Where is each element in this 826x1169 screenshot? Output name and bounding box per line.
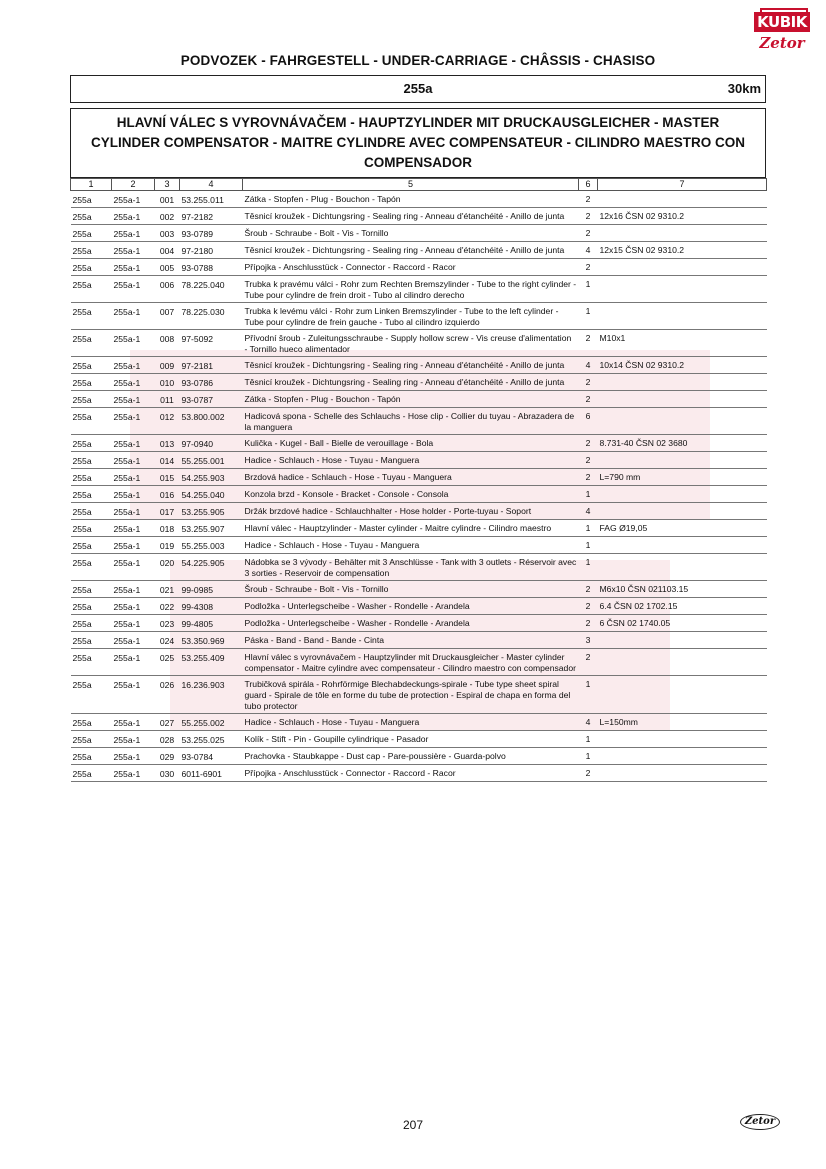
cell-part-number: 93-0788 [180,259,243,276]
table-row [71,649,767,676]
speed-label: 30km [727,81,761,96]
cell-note [598,391,767,408]
cell-part-number: 55.255.002 [180,714,243,731]
cell-group: 255a [71,242,112,259]
cell-part-number: 53.255.011 [180,191,243,208]
cell-position: 026 [155,676,180,714]
cell-part-number: 55.255.001 [180,452,243,469]
cell-part-number: 93-0789 [180,225,243,242]
cell-quantity: 1 [579,676,598,714]
zetor-footer-badge: Zetor [740,1114,780,1130]
cell-description: Hadice - Schlauch - Hose - Tuyau - Manguera [243,452,579,469]
cell-description: Těsnicí kroužek - Dichtungsring - Sealing ring - Anneau d'étanchéité - Anillo de junta [243,242,579,259]
cell-part-number: 53.255.905 [180,503,243,520]
cell-note [598,191,767,208]
cell-group: 255a [71,581,112,598]
table-row [71,581,767,598]
cell-group: 255a [71,391,112,408]
column-header: 6 [579,179,598,191]
cell-part-number: 55.255.003 [180,537,243,554]
cell-description: Přívodní šroub - Zuleitungsschraube - Supply hollow screw - Vis creuse d'alimentation - Tornillo hueco alimentador [243,330,579,357]
cell-note: FAG Ø19,05 [598,520,767,537]
cell-note: 8.731-40 ČSN 02 3680 [598,435,767,452]
cell-quantity: 6 [579,408,598,435]
cell-group: 255a [71,486,112,503]
cell-part-number: 93-0784 [180,748,243,765]
table-row [71,486,767,503]
cell-part-number: 53.255.409 [180,649,243,676]
cell-quantity: 2 [579,615,598,632]
cell-position: 012 [155,408,180,435]
cell-description: Držák brzdové hadice - Schlauchhalter - Hose holder - Porte-tuyau - Soport [243,503,579,520]
cell-note [598,731,767,748]
cell-group: 255a [71,259,112,276]
cell-quantity: 2 [579,330,598,357]
cell-position: 011 [155,391,180,408]
cell-description: Těsnicí kroužek - Dichtungsring - Sealing ring - Anneau d'étanchéité - Anillo de junta [243,208,579,225]
cell-figure: 255a-1 [112,486,155,503]
cell-part-number: 97-2180 [180,242,243,259]
cell-description: Trubka k pravému válci - Rohr zum Rechten Bremszylinder - Tube to the right cylinder - Tube pour cylindre de frein droit - Tubo al cilindro derecho [243,276,579,303]
cell-group: 255a [71,408,112,435]
cell-group: 255a [71,374,112,391]
cell-figure: 255a-1 [112,676,155,714]
cell-position: 016 [155,486,180,503]
section-code: 255a [403,81,433,96]
cell-note [598,408,767,435]
cell-note: 10x14 ČSN 02 9310.2 [598,357,767,374]
cell-figure: 255a-1 [112,276,155,303]
cell-note: 6 ČSN 02 1740.05 [598,615,767,632]
table-row [71,242,767,259]
table-row [71,503,767,520]
cell-figure: 255a-1 [112,469,155,486]
column-header: 1 [71,179,112,191]
cell-part-number: 97-0940 [180,435,243,452]
cell-quantity: 3 [579,632,598,649]
cell-description: Hadicová spona - Schelle des Schlauchs - Hose clip - Collier du tuyau - Abrazadera de la manguera [243,408,579,435]
cell-description: Podložka - Unterlegscheibe - Washer - Rondelle - Arandela [243,598,579,615]
parts-table [70,178,767,782]
column-header: 4 [180,179,243,191]
cell-part-number: 16.236.903 [180,676,243,714]
table-row [71,391,767,408]
cell-quantity: 1 [579,731,598,748]
cell-position: 008 [155,330,180,357]
cell-quantity: 4 [579,242,598,259]
cell-part-number: 6011-6901 [180,765,243,782]
cell-description: Brzdová hadice - Schlauch - Hose - Tuyau - Manguera [243,469,579,486]
table-row [71,748,767,765]
cell-figure: 255a-1 [112,615,155,632]
cell-quantity: 2 [579,581,598,598]
cell-quantity: 4 [579,714,598,731]
cell-part-number: 54.225.905 [180,554,243,581]
cell-figure: 255a-1 [112,259,155,276]
cell-position: 022 [155,598,180,615]
cell-note: L=150mm [598,714,767,731]
cell-quantity: 2 [579,435,598,452]
cell-group: 255a [71,731,112,748]
cell-description: Zátka - Stopfen - Plug - Bouchon - Tapón [243,191,579,208]
cell-figure: 255a-1 [112,537,155,554]
cell-position: 021 [155,581,180,598]
cell-quantity: 2 [579,765,598,782]
cell-description: Trubka k levému válci - Rohr zum Linken Bremszylinder - Tube to the left cylinder - Tube pour cylindre de frein gauche - Tubo al cilindro izquierdo [243,303,579,330]
cell-part-number: 97-2181 [180,357,243,374]
cell-position: 009 [155,357,180,374]
cell-position: 003 [155,225,180,242]
cell-description: Hadice - Schlauch - Hose - Tuyau - Manguera [243,537,579,554]
cell-figure: 255a-1 [112,208,155,225]
cell-group: 255a [71,435,112,452]
cell-note [598,554,767,581]
cell-note: L=790 mm [598,469,767,486]
cell-position: 027 [155,714,180,731]
cell-note [598,259,767,276]
cell-part-number: 99-4308 [180,598,243,615]
cell-position: 005 [155,259,180,276]
cell-quantity: 2 [579,208,598,225]
cell-part-number: 53.255.025 [180,731,243,748]
table-row [71,208,767,225]
table-row [71,520,767,537]
page-title: PODVOZEK - FAHRGESTELL - UNDER-CARRIAGE - CHÂSSIS - CHASISO [180,53,656,68]
cell-figure: 255a-1 [112,452,155,469]
cell-description: Podložka - Unterlegscheibe - Washer - Rondelle - Arandela [243,615,579,632]
cell-part-number: 93-0786 [180,374,243,391]
cell-figure: 255a-1 [112,731,155,748]
table-row [71,357,767,374]
cell-group: 255a [71,520,112,537]
cell-note: M10x1 [598,330,767,357]
cell-description: Hadice - Schlauch - Hose - Tuyau - Manguera [243,714,579,731]
cell-description: Těsnicí kroužek - Dichtungsring - Sealing ring - Anneau d'étanchéité - Anillo de junta [243,374,579,391]
kubik-logo-text: KUBIK [754,12,810,32]
kubik-zetor-logo [754,12,810,54]
cell-figure: 255a-1 [112,225,155,242]
cell-part-number: 93-0787 [180,391,243,408]
cell-note [598,676,767,714]
table-row [71,191,767,208]
table-row [71,408,767,435]
cell-position: 024 [155,632,180,649]
table-row [71,452,767,469]
cell-figure: 255a-1 [112,303,155,330]
cell-position: 010 [155,374,180,391]
cell-description: Prachovka - Staubkappe - Dust cap - Pare-poussière - Guarda-polvo [243,748,579,765]
cell-position: 017 [155,503,180,520]
cell-position: 025 [155,649,180,676]
cell-description: Konzola brzd - Konsole - Bracket - Console - Consola [243,486,579,503]
group-title: HLAVNÍ VÁLEC S VYROVNÁVAČEM - HAUPTZYLINDER MIT DRUCKAUSGLEICHER - MASTER CYLINDER COMPENSATOR - MAITRE CYLINDRE AVEC COMPENSATEUR - CILINDRO MAESTRO CON COMPENSADOR [70,108,766,178]
cell-group: 255a [71,632,112,649]
cell-position: 014 [155,452,180,469]
cell-quantity: 1 [579,486,598,503]
cell-note [598,748,767,765]
cell-group: 255a [71,765,112,782]
table-row [71,598,767,615]
cell-quantity: 2 [579,452,598,469]
cell-group: 255a [71,615,112,632]
cell-quantity: 1 [579,303,598,330]
cell-note [598,503,767,520]
cell-note: M6x10 ČSN 021103.15 [598,581,767,598]
table-row [71,225,767,242]
cell-group: 255a [71,330,112,357]
cell-group: 255a [71,503,112,520]
table-row [71,714,767,731]
table-row [71,374,767,391]
cell-figure: 255a-1 [112,520,155,537]
cell-figure: 255a-1 [112,554,155,581]
cell-position: 019 [155,537,180,554]
column-header: 3 [155,179,180,191]
cell-figure: 255a-1 [112,435,155,452]
cell-position: 023 [155,615,180,632]
cell-description: Hlavní válec s vyrovnávačem - Hauptzylinder mit Druckausgleicher - Master cylinder compensator - Maitre cylindre avec compensateur - Cilindro maestro con compensador [243,649,579,676]
cell-part-number: 54.255.040 [180,486,243,503]
cell-group: 255a [71,225,112,242]
cell-figure: 255a-1 [112,330,155,357]
cell-note [598,225,767,242]
cell-note [598,303,767,330]
cell-description: Šroub - Schraube - Bolt - Vis - Tornillo [243,225,579,242]
table-row [71,330,767,357]
cell-figure: 255a-1 [112,765,155,782]
cell-part-number: 54.255.903 [180,469,243,486]
cell-description: Přípojka - Anschlusstück - Connector - Raccord - Racor [243,765,579,782]
cell-position: 018 [155,520,180,537]
cell-part-number: 97-2182 [180,208,243,225]
cell-description: Šroub - Schraube - Bolt - Vis - Tornillo [243,581,579,598]
cell-group: 255a [71,598,112,615]
cell-quantity: 2 [579,469,598,486]
cell-group: 255a [71,649,112,676]
cell-group: 255a [71,208,112,225]
cell-part-number: 53.255.907 [180,520,243,537]
cell-note [598,649,767,676]
cell-group: 255a [71,452,112,469]
cell-group: 255a [71,469,112,486]
cell-figure: 255a-1 [112,357,155,374]
cell-description: Přípojka - Anschlusstück - Connector - Raccord - Racor [243,259,579,276]
page-number: 207 [402,1118,424,1132]
cell-figure: 255a-1 [112,714,155,731]
cell-group: 255a [71,554,112,581]
cell-quantity: 2 [579,191,598,208]
cell-quantity: 2 [579,649,598,676]
cell-position: 007 [155,303,180,330]
cell-quantity: 2 [579,225,598,242]
cell-description: Těsnicí kroužek - Dichtungsring - Sealing ring - Anneau d'étanchéité - Anillo de junta [243,357,579,374]
table-row [71,435,767,452]
column-header: 5 [243,179,579,191]
table-row [71,676,767,714]
cell-quantity: 2 [579,259,598,276]
cell-position: 013 [155,435,180,452]
cell-part-number: 99-0985 [180,581,243,598]
cell-group: 255a [71,191,112,208]
cell-quantity: 2 [579,374,598,391]
table-row [71,276,767,303]
cell-note [598,452,767,469]
cell-description: Hlavní válec - Hauptzylinder - Master cylinder - Maitre cylindre - Cilindro maestro [243,520,579,537]
cell-position: 028 [155,731,180,748]
cell-figure: 255a-1 [112,581,155,598]
cell-quantity: 4 [579,357,598,374]
table-header-row [71,179,767,191]
cell-quantity: 1 [579,537,598,554]
cell-part-number: 97-5092 [180,330,243,357]
cell-position: 029 [155,748,180,765]
cell-quantity: 1 [579,748,598,765]
cell-position: 015 [155,469,180,486]
cell-description: Zátka - Stopfen - Plug - Bouchon - Tapón [243,391,579,408]
cell-quantity: 2 [579,598,598,615]
cell-part-number: 78.225.030 [180,303,243,330]
cell-quantity: 1 [579,554,598,581]
cell-note [598,537,767,554]
cell-description: Páska - Band - Band - Bande - Cinta [243,632,579,649]
cell-note [598,374,767,391]
cell-note [598,276,767,303]
cell-figure: 255a-1 [112,632,155,649]
cell-figure: 255a-1 [112,408,155,435]
section-header-box [70,75,766,103]
table-row [71,554,767,581]
cell-quantity: 1 [579,276,598,303]
cell-group: 255a [71,748,112,765]
cell-position: 001 [155,191,180,208]
cell-note: 6.4 ČSN 02 1702.15 [598,598,767,615]
cell-figure: 255a-1 [112,748,155,765]
table-row [71,259,767,276]
cell-figure: 255a-1 [112,391,155,408]
parts-table-body [71,191,767,782]
cell-quantity: 1 [579,520,598,537]
table-row [71,731,767,748]
cell-note [598,486,767,503]
cell-figure: 255a-1 [112,503,155,520]
column-header: 7 [598,179,767,191]
table-row [71,537,767,554]
cell-description: Trubičková spirála - Rohrförmige Blechabdeckungs-spirale - Tube type sheet spiral guard - Spirale de tôle en forme du tube de protection - Espiral de chapa en forma del tubo protector [243,676,579,714]
cell-group: 255a [71,303,112,330]
cell-group: 255a [71,537,112,554]
cell-quantity: 4 [579,503,598,520]
cell-description: Nádobka se 3 vývody - Behälter mit 3 Anschlüsse - Tank with 3 outlets - Réservoir avec 3 sorties - Reservoir de compensation [243,554,579,581]
cell-note: 12x15 ČSN 02 9310.2 [598,242,767,259]
cell-part-number: 78.225.040 [180,276,243,303]
table-row [71,615,767,632]
cell-group: 255a [71,676,112,714]
cell-figure: 255a-1 [112,649,155,676]
cell-group: 255a [71,357,112,374]
cell-part-number: 99-4805 [180,615,243,632]
table-row [71,303,767,330]
cell-note [598,765,767,782]
cell-position: 002 [155,208,180,225]
cell-note [598,632,767,649]
cell-figure: 255a-1 [112,191,155,208]
cell-position: 020 [155,554,180,581]
table-row [71,632,767,649]
table-row [71,469,767,486]
cell-position: 004 [155,242,180,259]
cell-note: 12x16 ČSN 02 9310.2 [598,208,767,225]
cell-part-number: 53.350.969 [180,632,243,649]
cell-figure: 255a-1 [112,374,155,391]
cell-group: 255a [71,276,112,303]
cell-description: Kolík - Stift - Pin - Goupille cylindrique - Pasador [243,731,579,748]
table-row [71,765,767,782]
cell-position: 006 [155,276,180,303]
cell-part-number: 53.800.002 [180,408,243,435]
cell-quantity: 2 [579,391,598,408]
column-header: 2 [112,179,155,191]
cell-figure: 255a-1 [112,598,155,615]
cell-position: 030 [155,765,180,782]
cell-figure: 255a-1 [112,242,155,259]
cell-group: 255a [71,714,112,731]
zetor-logo-text: Zetor [759,34,805,52]
cell-description: Kulička - Kugel - Ball - Bielle de verouillage - Bola [243,435,579,452]
